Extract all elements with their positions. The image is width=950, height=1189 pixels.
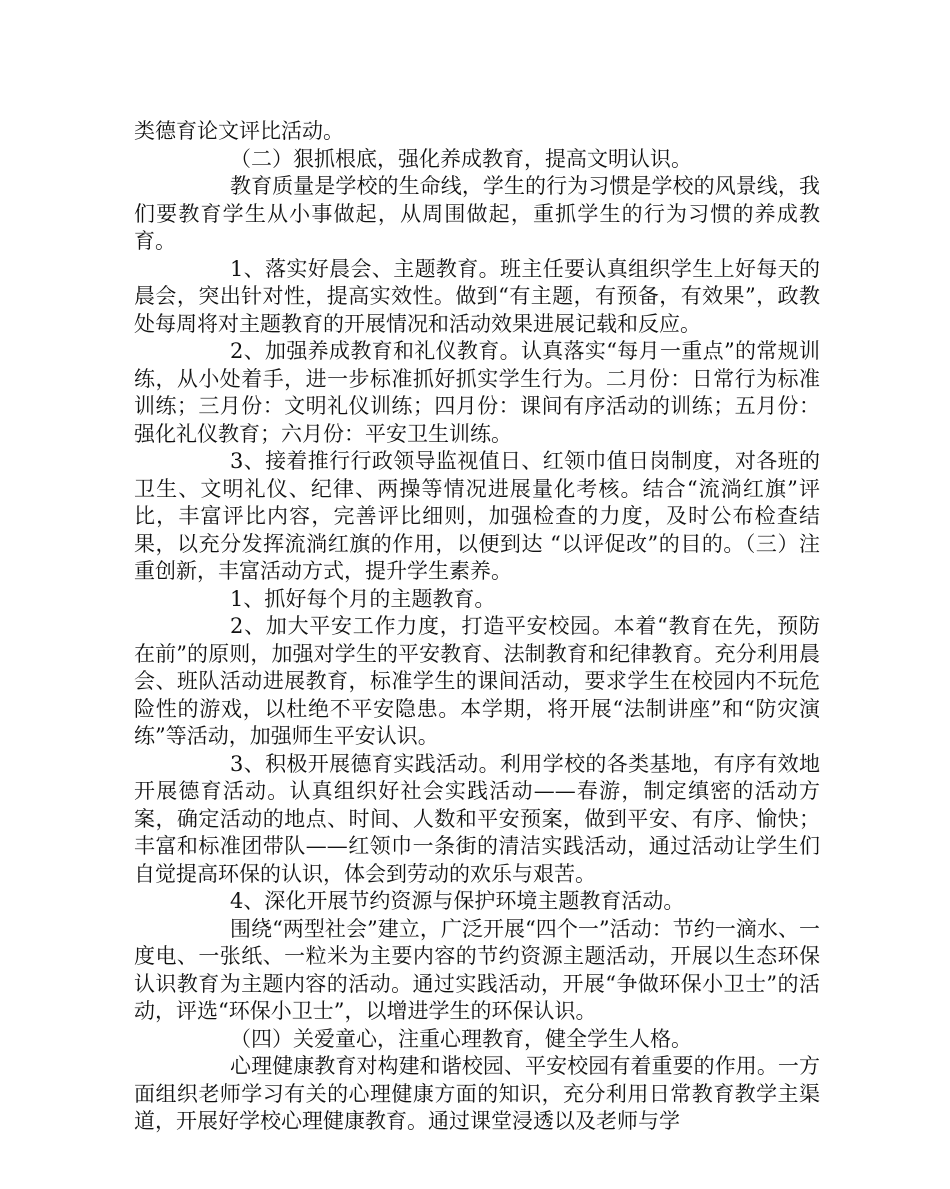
paragraph-8: 2、加大平安工作力度，打造平安校园。本着“教育在先，预防在前”的原则，加强对学生的平安教育、法制教育和纪律教育。充分利用晨会、班队活动进展教育，标准学生的课间活动，要求学生在校园内不玩危险性的游戏，以杜绝不平安隐患。本学期，将开展“法制讲座”和“防灾演练”等活动，加强师生平安认识。 — [134, 614, 820, 748]
paragraph-7: 1、抓好每个月的主题教育。 — [230, 586, 496, 611]
section-heading-2: （二）狠抓根底，强化养成教育，提高文明认识。 — [230, 146, 692, 171]
paragraph-4: 1、落实好晨会、主题教育。班主任要认真组织学生上好每天的晨会，突出针对性，提高实效性。做到“有主题，有预备，有效果”，政教处每周将对主题教育的开展情况和活动效果进展记载和反应。 — [134, 256, 820, 336]
paragraph-13: 心理健康教育对构建和谐校园、平安校园有着重要的作用。一方面组织老师学习有关的心理健康方面的知识，充分利用日常教育教学主渠道，开展好学校心理健康教育。通过课堂浸透以及老师与学 — [134, 1054, 820, 1133]
document-page — [134, 118, 820, 1136]
paragraph-3: 教育质量是学校的生命线，学生的行为习惯是学校的风景线，我们要教育学生从小事做起，从周围做起，重抓学生的行为习惯的养成教育。 — [134, 174, 820, 253]
paragraph-9: 3、积极开展德育实践活动。利用学校的各类基地，有序有效地开展德育活动。认真组织好社会实践活动——春游，制定缜密的活动方案，确定活动的地点、时间、人数和平安预案，做到平安、有序、愉快；丰富和标准团带队——红领巾一条街的清洁实践活动，通过活动让学生们自觉提高环保的认识，体会到劳动的欢乐与艰苦。 — [134, 751, 820, 886]
paragraph-6: 3、接着推行行政领导监视值日、红领巾值日岗制度，对各班的卫生、文明礼仪、纪律、两操等情况进展量化考核。结合“流淌红旗”评比，丰富评比内容，完善评比细则，加强检查的力度，及时公布检查结果，以充分发挥流淌红旗的作用，以便到达 “以评促改”的目的。（三）注重创新，丰富活动方式，提升学生素养。 — [134, 449, 820, 583]
paragraph-10: 4、深化开展节约资源与保护环境主题教育活动。 — [230, 889, 685, 913]
section-heading-12: （四）关爱童心，注重心理教育，健全学生人格。 — [230, 1026, 692, 1051]
paragraph-5: 2、加强养成教育和礼仪教育。认真落实“每月一重点”的常规训练，从小处着手，进一步标准抓好抓实学生行为。二月份：日常行为标准训练；三月份：文明礼仪训练；四月份：课间有序活动的训练；五月份：强化礼仪教育；六月份：平安卫生训练。 — [134, 339, 820, 446]
paragraph-1: 类德育论文评比活动。 — [134, 119, 344, 143]
paragraph-11: 围绕“两型社会”建立，广泛开展“四个一”活动：节约一滴水、一度电、一张纸、一粒米为主要内容的节约资源主题活动，开展以生态环保认识教育为主题内容的活动。通过实践活动，开展“争做环保小卫士”的活动，评选“环保小卫士”，以增进学生的环保认识。 — [134, 916, 820, 1023]
